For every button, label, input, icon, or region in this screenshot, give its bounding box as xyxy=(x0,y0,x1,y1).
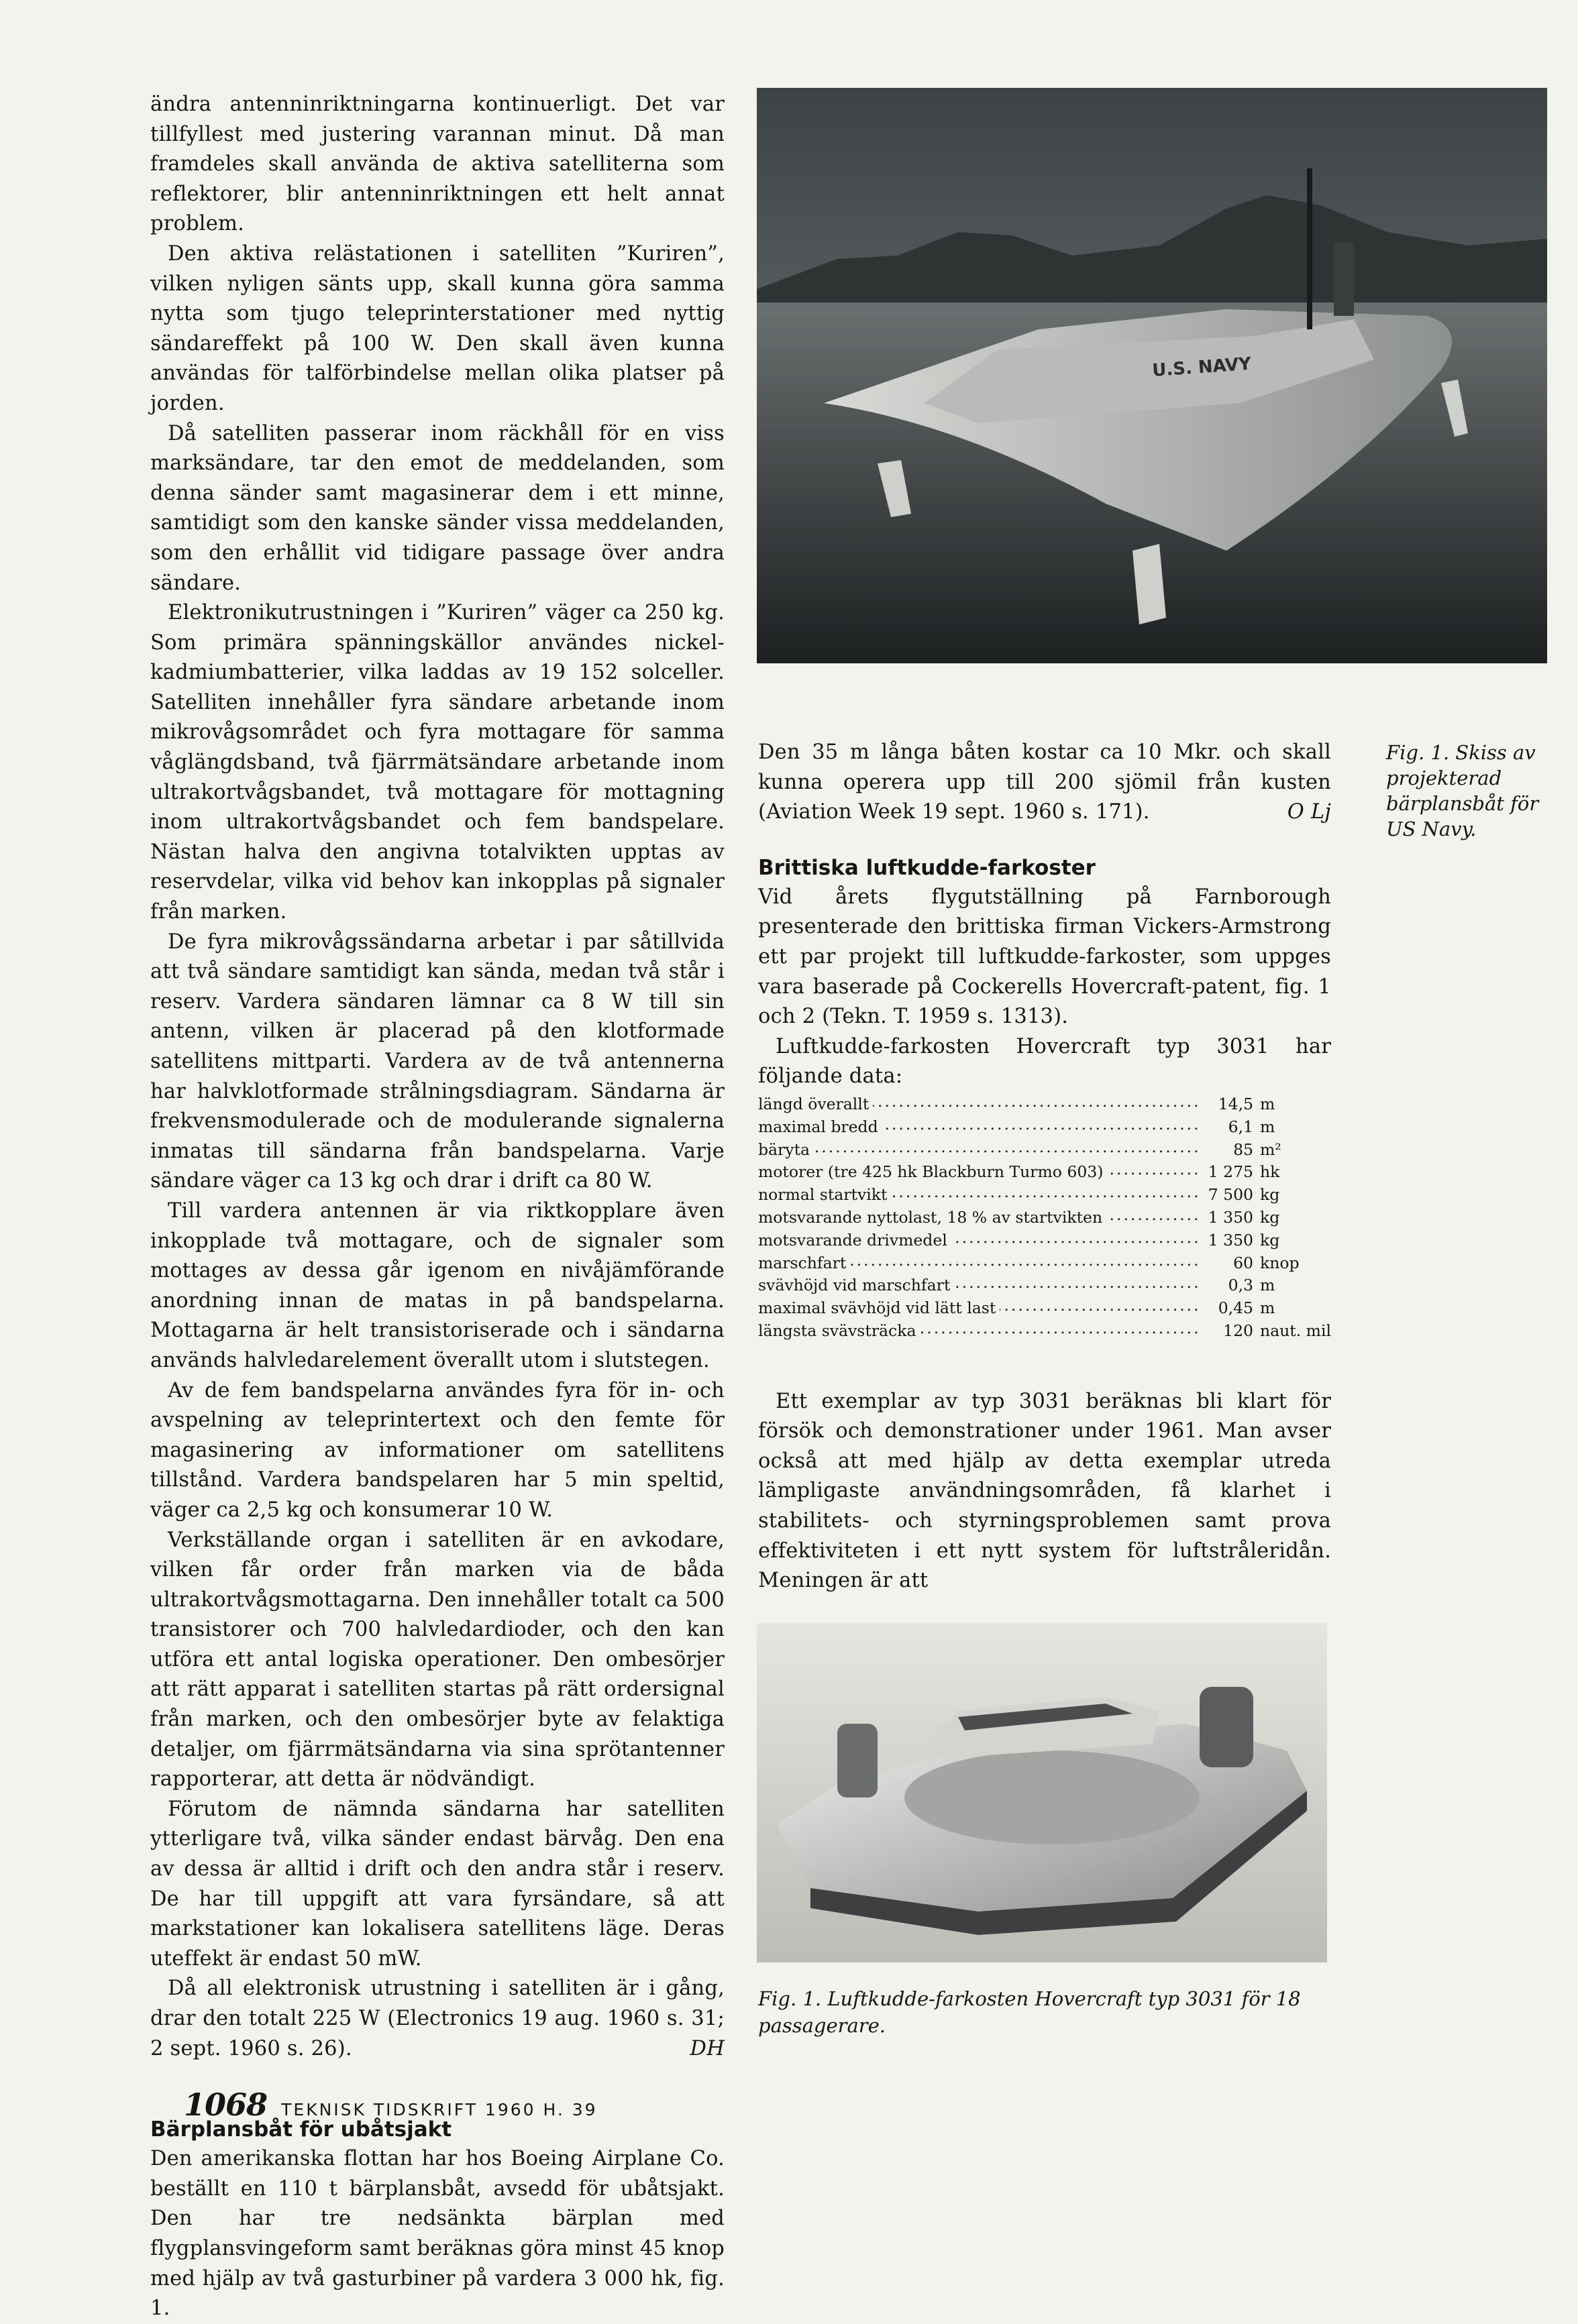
running-head: TEKNISK TIDSKRIFT 1960 H. 39 xyxy=(281,2100,598,2119)
spec-row xyxy=(758,1229,1331,1252)
spec-table xyxy=(758,1093,1331,1343)
spec-label-cell xyxy=(758,1116,1202,1139)
right-column xyxy=(758,738,1331,1596)
paragraph-text: Den 35 m långa båten kostar ca 10 Mkr. och skall kunna operera upp till 200 sjömil från kusten (Aviation Week 19 sept. 1960 s. 171). xyxy=(758,740,1331,824)
spec-row xyxy=(758,1116,1331,1139)
spec-label: bäryta xyxy=(758,1140,814,1159)
spec-value: 14,5 xyxy=(1218,1094,1254,1113)
spec-unit: knop xyxy=(1260,1253,1300,1272)
hull-marking: U.S. NAVY xyxy=(1151,353,1252,381)
spec-unit: hk xyxy=(1260,1162,1280,1182)
boat-funnel xyxy=(1334,242,1354,316)
spec-value: 0,45 xyxy=(1218,1298,1254,1318)
figure-caption: Fig. 1. Luftkudde-farkosten Hovercraft typ 3031 för 18 passagerare. xyxy=(758,1987,1301,2037)
spec-value: 85 xyxy=(1233,1140,1254,1159)
paragraph: Till vardera antennen är via riktkopplare även inkopplade två mottagare, och de signaler som mottages av dessa går igenom en nivåjämförande anordning innan de matas in på bandspelarna. Mottagarna är helt transistoriserade och i sändarna används halvledarelement överallt utom i slutstegen. xyxy=(150,1199,725,1372)
spec-label-cell xyxy=(758,1161,1202,1184)
hydrofoil-boat-drawing xyxy=(757,88,1547,663)
spec-label-cell xyxy=(758,1297,1202,1320)
spec-label: marschfart xyxy=(758,1254,850,1272)
hovercraft-illustration xyxy=(757,1623,1327,1962)
boat-mast xyxy=(1307,168,1312,329)
spec-value: 1 350 xyxy=(1208,1207,1254,1227)
spec-label-cell xyxy=(758,1093,1202,1116)
spec-row xyxy=(758,1139,1331,1162)
section-heading: Brittiska luftkudde-farkoster xyxy=(758,855,1096,880)
spec-row xyxy=(758,1320,1331,1343)
left-column xyxy=(150,90,725,2324)
spec-value: 0,3 xyxy=(1228,1276,1254,1295)
spec-label: motsvarande drivmedel xyxy=(758,1231,951,1250)
spec-value: 6,1 xyxy=(1228,1117,1254,1136)
spec-label-cell xyxy=(758,1320,1202,1343)
spec-value: 120 xyxy=(1223,1321,1254,1340)
spec-unit: m xyxy=(1260,1276,1275,1295)
spec-label: maximal svävhöjd vid lätt last xyxy=(758,1298,1000,1317)
spec-label: maximal bredd xyxy=(758,1117,882,1136)
spec-row xyxy=(758,1184,1331,1207)
paragraph: Den aktiva relästationen i satelliten ”Kuriren”, vilken nyligen sänts upp, skall kunna göra samma nytta som tjugo teleprinterstationer med nyttig sändareffekt på 100 W. Den skall även kunna användas för talförbindelse mellan olika platser på jorden. xyxy=(150,241,725,415)
paragraph: Vid årets flygutställning på Farnborough presenterade den brittiska firman Vickers-Armstrong ett par projekt till luftkudde-farkoster, som uppges vara baserade på Cockerells Hovercraft-patent, fig. 1 och 2 (Tekn. T. 1959 s. 1313). xyxy=(758,885,1331,1029)
spec-unit: kg xyxy=(1260,1185,1280,1205)
paragraph: ändra antenninriktningarna kontinuerligt. Det var tillfyllest med justering varannan minut. Då man framdeles skall använda de aktiva satelliterna som reflektorer, blir antenninriktningen ett helt annat problem. xyxy=(150,93,725,236)
spec-unit: m xyxy=(1260,1094,1275,1113)
hovercraft-drawing xyxy=(757,1623,1327,1962)
author-signature: O Lj xyxy=(1287,800,1331,824)
spec-unit: m xyxy=(1260,1298,1275,1318)
spec-label: normal startvikt xyxy=(758,1185,891,1204)
section-heading: Bärplansbåt för ubåtsjakt xyxy=(150,2117,452,2142)
spec-label-cell xyxy=(758,1139,1202,1162)
spec-row xyxy=(758,1093,1331,1116)
paragraph: Förutom de nämnda sändarna har satelliten ytterligare två, vilka sänder endast bärvåg. Den ena av dessa är alltid i drift och den andra står i reserv. De har till uppgift att vara fyrsändare, så att markstationer kan lokalisera satellitens läge. Deras uteffekt är endast 50 mW. xyxy=(150,1797,725,1971)
hovercraft-engine-pod xyxy=(837,1724,878,1797)
spec-row xyxy=(758,1252,1331,1275)
spec-label: svävhöjd vid marschfart xyxy=(758,1276,954,1294)
paragraph-text: Då all elektronisk utrustning i satelliten är i gång, drar den totalt 225 W (Electronics 19 aug. 1960 s. 31; 2 sept. 1960 s. 26). xyxy=(150,1977,725,2060)
paragraph: Elektronikutrustningen i ”Kuriren” väger ca 250 kg. Som primära spänningskällor användes nickel-kadmiumbatterier, vilka laddas av 19 152 solceller. Satelliten innehåller fyra sändare arbetande inom mikrovågsområdet och fyra mottagare för samma våglängdsband, två fjärrmätsändare arbetande inom ultrakortvågsbandet, två mottagare för mottagning inom ultrakortvågsbandet och fem bandspelare. Nästan halva den angivna totalvikten upptas av reservdelar, vilka vid behov kan inkopplas på signaler från marken. xyxy=(150,601,725,924)
paragraph: De fyra mikrovågssändarna arbetar i par såtillvida att två sändare samtidigt kan sända, medan två står i reserv. Vardera sändaren lämnar ca 8 W till sin antenn, vilken är placerad på den klotformade satellitens mittparti. Vardera av de två antennerna har halvklotformade strålningsdiagram. Sändarna är frekvensmodulerade och de modulerande signalerna inmatas till sändarna från bandspelarna. Varje sändare väger ca 13 kg och drar i drift ca 80 W. xyxy=(150,930,725,1193)
paragraph: Verkställande organ i satelliten är en avkodare, vilken får order från marken via de båda ultrakortvågsmottagarna. Den innehåller totalt ca 500 transistorer och 700 halvledardioder, och den kan utföra ett antal logiska operationer. Den ombesörjer att rätt apparat i satelliten startas på rätt ordersignal från marken, och den ombesörjer byte av felaktiga detaljer, om fjärrmätsändarna via sina sprötantenner rapporterar, att detta är nödvändigt. xyxy=(150,1528,725,1791)
spec-value: 1 275 xyxy=(1208,1162,1254,1182)
spec-value: 1 350 xyxy=(1208,1230,1254,1250)
spec-row xyxy=(758,1274,1331,1297)
page-number: 1068 xyxy=(184,2087,268,2123)
spec-label-cell xyxy=(758,1252,1202,1275)
spec-label: längd överallt xyxy=(758,1095,873,1113)
spec-label: längsta svävsträcka xyxy=(758,1321,920,1340)
spec-label: motorer (tre 425 hk Blackburn Turmo 603) xyxy=(758,1162,1107,1181)
paragraph-with-signature xyxy=(758,738,1331,828)
paragraph: Ett exemplar av typ 3031 beräknas bli klart för försök och demonstrationer under 1961. Man avser också att med hjälp av detta exemplar utreda lämpligaste användningsområden, få klarhet i stabilitets- och styrningsproblemen samt prova effektiviteten i ett nytt system för luftstråleridån. Meningen är att xyxy=(758,1389,1331,1593)
hovercraft-deck xyxy=(904,1751,1200,1844)
spec-label-cell xyxy=(758,1207,1202,1229)
paragraph: Den amerikanska flottan har hos Boeing Airplane Co. beställt en 110 t bärplansbåt, avsedd för ubåtsjakt. Den har tre nedsänkta bärplan med flygplansvingeform samt beräknas göra minst 45 knop med hjälp av två gasturbiner på vardera 3 000 hk, fig. 1. xyxy=(150,2147,725,2321)
spec-unit: m xyxy=(1260,1117,1275,1136)
paragraph-with-signature xyxy=(150,1974,725,2064)
spec-row xyxy=(758,1207,1331,1229)
spec-label-cell xyxy=(758,1229,1202,1252)
page-footer xyxy=(184,2087,598,2123)
spec-unit: kg xyxy=(1260,1207,1280,1227)
spec-label-cell xyxy=(758,1184,1202,1207)
spec-value: 7 500 xyxy=(1208,1185,1254,1205)
author-signature: DH xyxy=(690,2036,725,2060)
paragraph: Då satelliten passerar inom räckhåll för en viss marksändare, tar den emot de meddelanden, som denna sänder samt magasinerar dem i ett minne, samtidigt som den kanske sänder vissa meddelanden, som den erhållit vid tidigare passage över andra sändare. xyxy=(150,421,725,595)
spec-table-body xyxy=(758,1093,1331,1343)
paragraph: Av de fem bandspelarna användes fyra för in- och avspelning av teleprintertext och den femte för magasinering av informationer om satellitens tillstånd. Vardera bandspelaren har 5 min speltid, väger ca 2,5 kg och konsumerar 10 W. xyxy=(150,1378,725,1522)
spec-unit: kg xyxy=(1260,1230,1280,1250)
hovercraft-engine-pod xyxy=(1200,1687,1253,1767)
figure-caption: Fig. 1. Skiss av projekterad bärplansbåt för US Navy. xyxy=(1386,741,1539,840)
paragraph: Luftkudde-farkosten Hovercraft typ 3031 har följande data: xyxy=(758,1034,1331,1089)
spec-unit: m² xyxy=(1260,1140,1281,1159)
spec-row xyxy=(758,1161,1331,1184)
spec-value: 60 xyxy=(1233,1253,1254,1272)
hydrofoil-boat-illustration xyxy=(757,88,1547,663)
spec-unit: naut. mil xyxy=(1260,1321,1331,1340)
spec-row xyxy=(758,1297,1331,1320)
spec-label-cell xyxy=(758,1274,1202,1297)
spec-label: motsvarande nyttolast, 18 % av startvikten xyxy=(758,1208,1106,1227)
